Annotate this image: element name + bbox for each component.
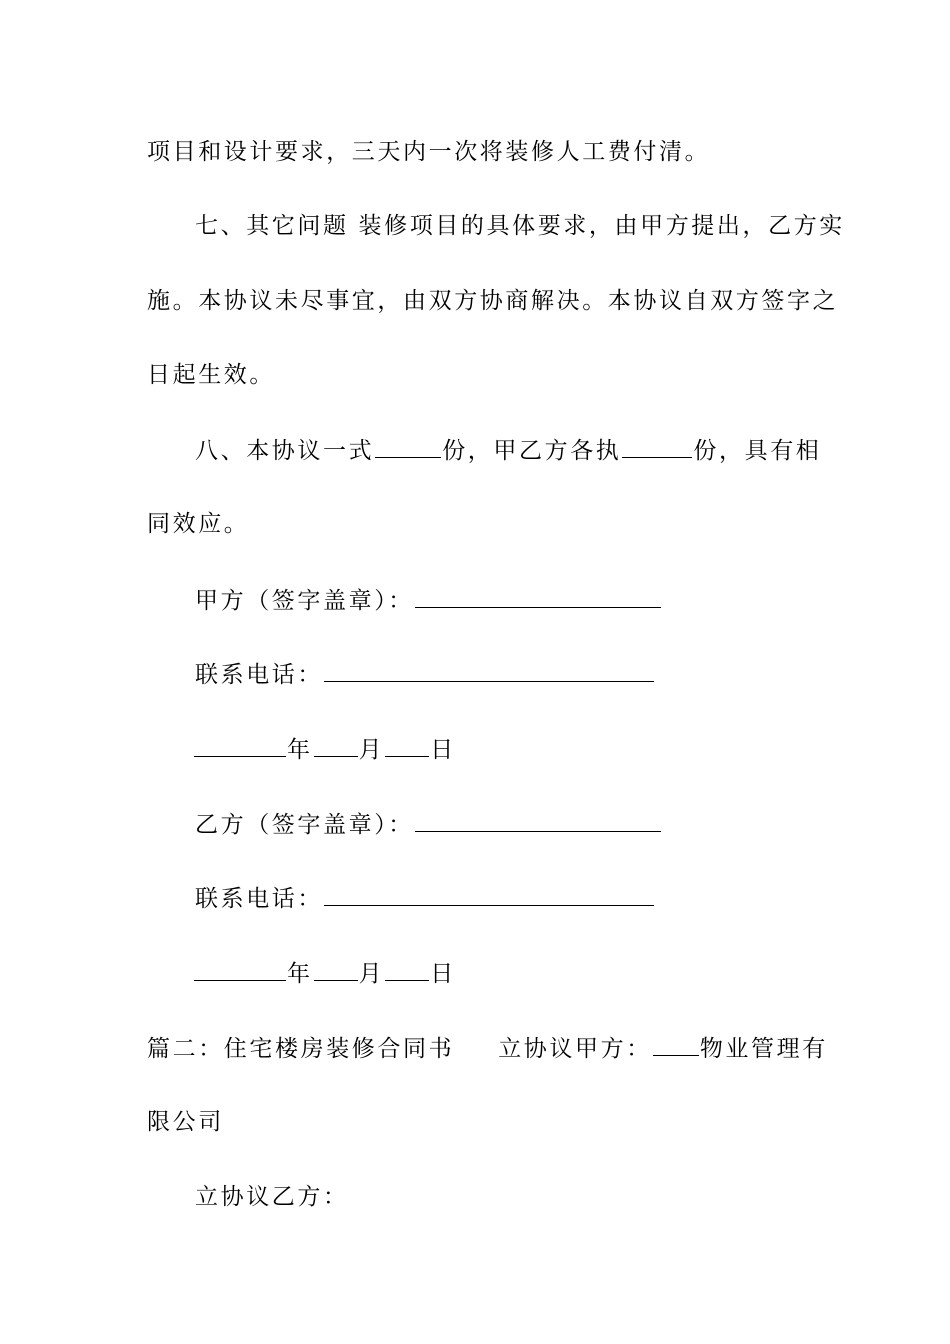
phone-label: 联系电话： xyxy=(195,662,323,688)
company-name-blank xyxy=(653,1033,699,1056)
party-a-signature-line xyxy=(195,585,662,616)
section-heading-line xyxy=(147,1033,828,1064)
paragraph-line: 项目和设计要求，三天内一次将装修人工费付清。 xyxy=(147,139,711,165)
paragraph-line: 限公司 xyxy=(147,1109,224,1135)
section-title: 篇二：住宅楼房装修合同书 xyxy=(147,1036,455,1062)
day-blank xyxy=(385,958,429,981)
month-label: 月 xyxy=(358,961,385,987)
party-a-company: 物业管理有 xyxy=(699,1036,828,1062)
party-a-date-line xyxy=(193,734,456,765)
party-b-signature-blank xyxy=(415,809,661,832)
party-a-phone-blank xyxy=(324,659,654,682)
month-label: 月 xyxy=(358,737,385,763)
day-label: 日 xyxy=(430,961,456,987)
party-b-phone-line xyxy=(195,883,655,914)
party-b-signature-line xyxy=(195,809,662,840)
party-b-label: 乙方（签字盖章）： xyxy=(195,812,414,838)
year-blank xyxy=(194,734,286,757)
party-b-phone-blank xyxy=(324,883,654,906)
party-a-intro: 立协议甲方： xyxy=(498,1036,652,1062)
year-label: 年 xyxy=(287,961,313,987)
paragraph-line: 日起生效。 xyxy=(147,362,275,388)
year-label: 年 xyxy=(287,737,313,763)
party-b-intro: 立协议乙方： xyxy=(195,1184,349,1210)
day-blank xyxy=(385,734,429,757)
paragraph-line: 同效应。 xyxy=(147,511,250,537)
month-blank xyxy=(314,734,358,757)
paragraph-line: 七、其它问题 装修项目的具体要求，由甲方提出，乙方实 xyxy=(195,213,845,239)
copies-clause xyxy=(195,435,821,466)
year-blank xyxy=(194,958,286,981)
party-b-date-line xyxy=(193,958,456,989)
copies-text-2: 份，甲乙方各执 xyxy=(442,438,622,464)
paragraph-line: 施。本协议未尽事宜，由双方协商解决。本协议自双方签字之 xyxy=(147,288,839,314)
each-copies-blank xyxy=(622,435,692,458)
total-copies-blank xyxy=(375,435,441,458)
party-a-label: 甲方（签字盖章）： xyxy=(195,588,414,614)
copies-text-3: 份，具有相 xyxy=(693,438,822,464)
copies-text-1: 八、本协议一式 xyxy=(195,438,375,464)
month-blank xyxy=(314,958,358,981)
day-label: 日 xyxy=(430,737,456,763)
party-a-phone-line xyxy=(195,659,655,690)
phone-label: 联系电话： xyxy=(195,886,323,912)
party-a-signature-blank xyxy=(415,585,661,608)
